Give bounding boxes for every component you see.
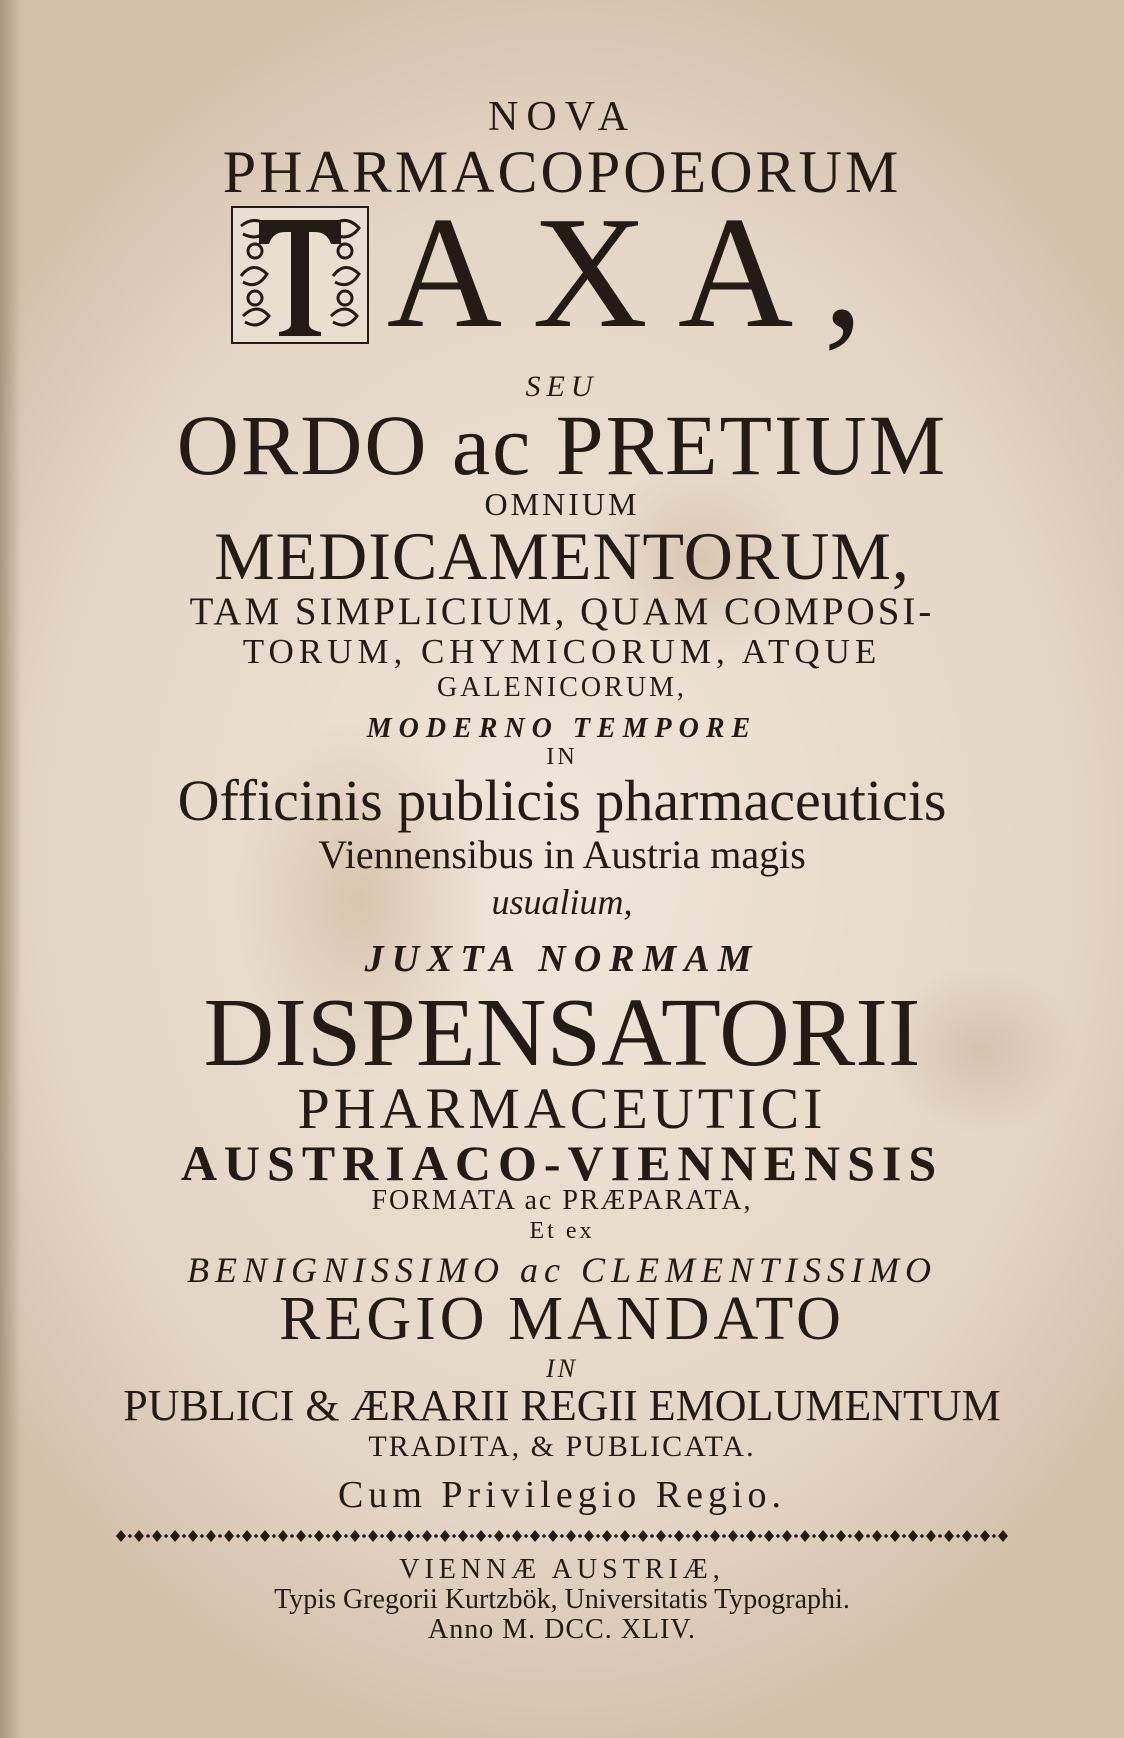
title-tam-simplicium: TAM SIMPLICIUM, QUAM COMPOSI-	[189, 590, 935, 633]
title-regio-mandato: REGIO MANDATO	[279, 1285, 845, 1353]
title-juxta-normam: JUXTA NORMAM	[364, 938, 760, 980]
title-taxa	[0, 183, 1124, 361]
ornamental-dropcap-icon	[231, 206, 369, 344]
title-pharmaceutici: PHARMACEUTICI	[297, 1076, 827, 1141]
title-medicamentorum: MEDICAMENTORUM,	[214, 518, 910, 594]
title-benignissimo: BENIGNISSIMO ac CLEMENTISSIMO	[187, 1250, 937, 1290]
imprint-place: VIENNÆ AUSTRIÆ,	[399, 1554, 725, 1585]
title-et-ex: Et ex	[529, 1218, 595, 1244]
imprint-year: Anno M. DCC. XLIV.	[428, 1614, 696, 1645]
title-in-2: IN	[546, 1354, 578, 1383]
title-seu: SEU	[525, 370, 599, 403]
title-tradita: TRADITA, & PUBLICATA.	[368, 1430, 756, 1463]
imprint-printer: Typis Gregorii Kurtzbök, Universitatis Typographi.	[274, 1584, 850, 1615]
title-nova: NOVA	[488, 94, 636, 140]
title-usualium: usualium,	[491, 882, 633, 922]
title-omnium: OMNIUM	[484, 486, 640, 522]
title-viennensibus: Viennensibus in Austria magis	[318, 832, 806, 877]
title-torum-chymicorum: TORUM, CHYMICORUM, ATQUE	[242, 632, 882, 671]
title-ordo-ac-pretium: ORDO ac PRETIUM	[176, 397, 948, 493]
title-cum-privilegio: Cum Privilegio Regio.	[337, 1474, 787, 1516]
title-publici: PUBLICI & ÆRARII REGII EMOLUMENTUM	[123, 1381, 1001, 1430]
title-pharmacopoeorum: PHARMACOPOEORUM	[222, 139, 902, 205]
title-officinis: Officinis publicis pharmaceuticis	[177, 768, 947, 833]
title-formata: FORMATA ac PRÆPARATA,	[371, 1185, 753, 1216]
title-galenicorum: GALENICORUM,	[437, 672, 687, 703]
title-taxa-rest: AXA,	[386, 183, 894, 361]
ornamental-rule-icon	[110, 1526, 1010, 1546]
title-austriaco-viennensis: AUSTRIACO-VIENNENSIS	[180, 1135, 944, 1191]
title-in-1: IN	[546, 744, 578, 770]
title-moderno-tempore: MODERNO TEMPORE	[366, 713, 758, 744]
title-dispensatorii: DISPENSATORII	[203, 979, 921, 1087]
